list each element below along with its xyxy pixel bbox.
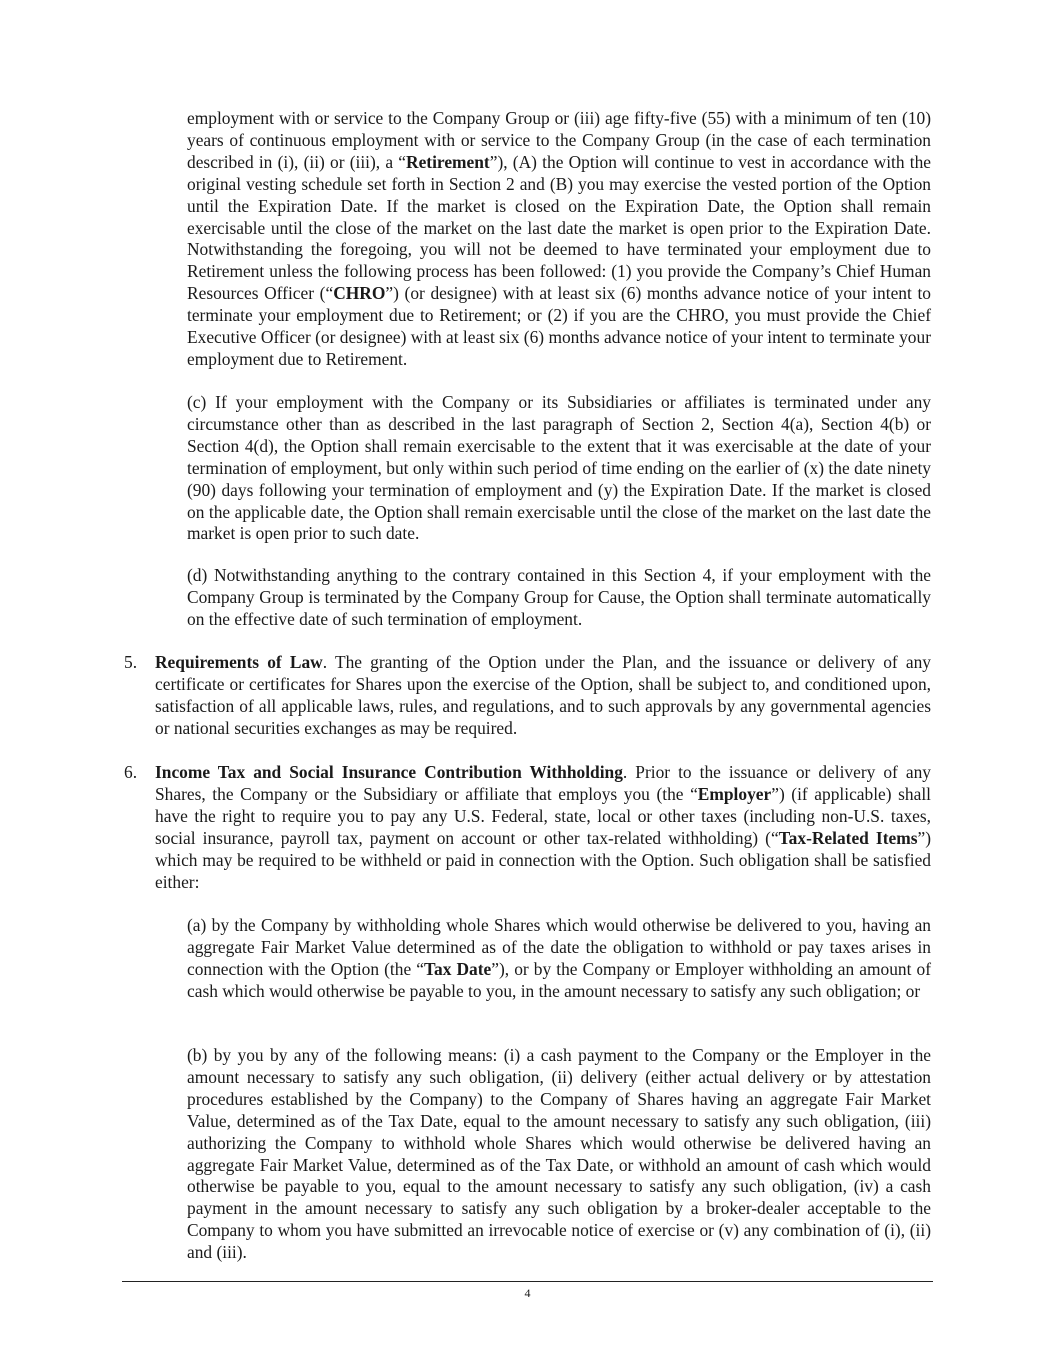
section-6-paragraph: [155, 762, 931, 893]
section-6b-paragraph: (b) by you by any of the following means: (i) a cash payment to the Company or the Employer in the amount necessary to satisfy any such obligation, (ii) delivery (either actual delivery or by attestation procedures established by the Company) to the Company of Shares having an aggregate Fair Market Value, determined as of the Tax Date, equal to the amount necessary to satisfy any such obligation, (iii) authorizing the Company to withhold whole Shares which would otherwise be delivered having an aggregate Fair Market Value, determined as of the Tax Date, or withhold an amount of cash which would otherwise be payable to you, equal to the amount necessary to satisfy any such obligation, (iv) a cash payment in the amount necessary to satisfy any such obligation by a broker-dealer acceptable to the Company to whom you have submitted an irrevocable notice of exercise or (v) any combination of (i), (ii) and (iii).: [187, 1045, 931, 1263]
retirement-paragraph: [187, 108, 931, 371]
defined-term-retirement: Retirement: [406, 151, 490, 172]
section-4d-paragraph: (d) Notwithstanding anything to the contrary contained in this Section 4, if your employment with the Company Group is terminated by the Company Group for Cause, the Option shall terminate automatically on the effective date of such termination of employment.: [187, 565, 931, 629]
section-6-heading: Income Tax and Social Insurance Contribution Withholding: [155, 762, 623, 782]
section-5-number: 5.: [124, 652, 138, 672]
section-5-heading: Requirements of Law: [155, 652, 323, 672]
text-span: ”), (A) the Option will continue to vest in accordance with the original vesting schedule set forth in Section 2 and (B) you may exercise the vested portion of the Option until the Expiration Date. If the market is closed on the Expiration Date, the Option shall remain exercisable until the close of the market on the last date the market is open prior to the Expiration Date. Notwithstanding the foregoing, you will not be deemed to have terminated your employment due to Retirement unless the following process has been followed: (1) you provide the Company’s Chief Human Resources Officer (“: [187, 151, 932, 304]
defined-term-tax-related-items: Tax-Related Items: [778, 827, 918, 848]
page-number: 4: [524, 1286, 531, 1300]
text-span: (a) by the Company by withholding whole Shares which would otherwise be delivered to you, having an aggregate Fair Market Value determined as of the date the obligation to withhold or pay taxes arises in connection with the Option (the “: [187, 915, 931, 979]
section-5-paragraph: [155, 652, 931, 740]
text-span: . The granting of the Option under the Plan, and the issuance or delivery of any certificate or certificates for Shares upon the exercise of the Option, shall be subject to, and conditioned upon, satisfaction of all applicable laws, rules, and regulations, and to such approvals by any governmental agencies or national securities exchanges as may be required.: [155, 652, 931, 738]
footer-divider: [122, 1281, 933, 1282]
section-4c-paragraph: (c) If your employment with the Company or its Subsidiaries or affiliates is terminated under any circumstance other than as described in the last paragraph of Section 2, Section 4(a), Section 4(b) or Section 4(d), the Option shall remain exercisable to the extent that it was exercisable at the date of your termination of employment, but only within such period of time ending on the earlier of (x) the date ninety (90) days following your termination of employment and (y) the Expiration Date. If the market is closed on the applicable date, the Option shall remain exercisable until the close of the market on the last date the market is open prior to such date.: [187, 392, 931, 544]
text-span: ”) (or designee) with at least six (6) months advance notice of your intent to terminate your employment due to Retirement; or (2) if you are the CHRO, you must provide the Chief Executive Officer (or designee) with at least six (6) months advance notice of your intent to terminate your employment due to Retirement.: [187, 283, 931, 369]
text-span: . Prior to the issuance or delivery of any Shares, the Company or the Subsidiary or affiliate that employs you (the “: [155, 762, 931, 804]
defined-term-tax-date: Tax Date: [424, 958, 492, 979]
section-6a-paragraph: [187, 915, 931, 1003]
text-span: ”), or by the Company or Employer withholding an amount of cash which would otherwise be payable to you, in the amount necessary to satisfy any such obligation; or: [187, 958, 931, 1001]
defined-term-chro: CHRO: [333, 283, 386, 304]
text-span: ”) which may be required to be withheld or paid in connection with the Option. Such obligation shall be satisfied either:: [155, 827, 931, 892]
text-span: ”) (if applicable) shall have the right to require you to pay any U.S. Federal, state, local or other taxes (including non-U.S. taxes, social insurance, payroll tax, payment on account or other tax-related withholding) (“: [155, 783, 931, 848]
text-span: employment with or service to the Company Group or (iii) age fifty-five (55) with a minimum of ten (10) years of continuous employment with or service to the Company Group (in the case of each termination described in (i), (ii) or (iii), a “: [187, 108, 931, 172]
defined-term-employer: Employer: [697, 783, 772, 804]
section-6-number: 6.: [124, 762, 138, 782]
